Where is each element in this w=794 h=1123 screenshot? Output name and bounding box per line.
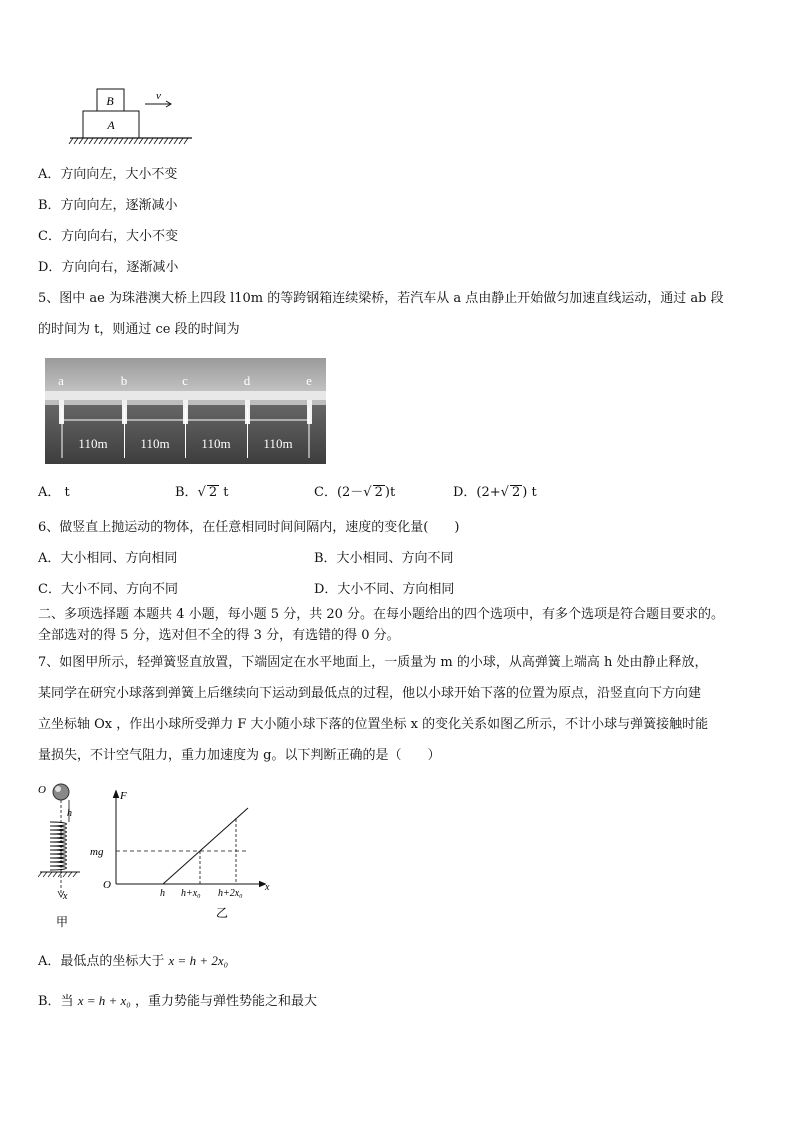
point-label-a: a: [58, 373, 64, 388]
ground-hatch-jia: [38, 872, 77, 877]
q7-option-b-prefix: B．当: [38, 994, 74, 1009]
f-axis-label: F: [120, 790, 127, 802]
hatch-mark: [169, 138, 173, 144]
block-b-label: B: [106, 94, 114, 108]
hatch-mark: [89, 138, 93, 144]
hatch-mark: [129, 138, 133, 144]
hatch-mark: [119, 138, 123, 144]
hatch-mark: [134, 138, 138, 144]
q4-option-c[interactable]: C．方向向右，大小不变: [38, 229, 178, 244]
point-label-e: e: [306, 373, 312, 388]
ball: [53, 784, 69, 800]
velocity-label: v: [156, 90, 161, 102]
q5-option-b-radicand: 2: [208, 485, 218, 500]
span-label-de: 110m: [263, 436, 293, 451]
hatch-mark: [124, 138, 128, 144]
block-figure: [70, 88, 210, 148]
q7-option-b-math: x = h + x₀: [77, 993, 131, 1008]
x-axis-label-yi: x: [265, 882, 270, 893]
caption-jia: 甲: [56, 915, 69, 929]
block-a-label: A: [107, 118, 115, 132]
hatch-mark: [79, 138, 83, 144]
q5-option-c-prefix: C．(2－: [314, 485, 364, 500]
f-axis-arrowhead: [113, 790, 119, 798]
origin-label-yi: O: [103, 879, 111, 891]
q7-option-a-math: x = h + 2x₀: [168, 953, 229, 968]
q5-option-d-prefix: D．(2+: [453, 485, 501, 500]
hatch-mark: [139, 138, 143, 144]
q7-option-a-prefix: A．最低点的坐标大于: [38, 954, 165, 969]
spring: [50, 822, 67, 870]
ball-highlight: [55, 786, 61, 792]
hatch-mark: [84, 138, 88, 144]
point-label-d: d: [243, 373, 251, 388]
q5-option-c-suffix: )t: [384, 485, 396, 500]
hatch-mark: [99, 138, 103, 144]
origin-label-jia: O: [38, 784, 46, 796]
q5-option-d-suffix: ) t: [522, 485, 537, 500]
h-label-jia: h: [67, 808, 72, 819]
q4-option-b[interactable]: B．方向向左，逐渐减小: [38, 198, 178, 213]
section2-line2: 全部选对的得 5 分，选对但不全的得 3 分，有选错的得 0 分。: [38, 628, 400, 643]
q6-option-a[interactable]: A．大小相同、方向相同: [38, 551, 178, 566]
h-x0-tick-label: h+x₀: [181, 888, 201, 899]
h-2x0-tick-label: h+2x₀: [218, 888, 243, 899]
hatch-mark: [184, 138, 188, 144]
point-label-c: c: [182, 373, 188, 388]
sqrt-icon: √: [363, 485, 372, 500]
q6-stem: 6、做竖直上抛运动的物体，在任意相同时间间隔内，速度的变化量( ): [38, 520, 460, 535]
point-label-b: b: [120, 373, 128, 388]
q5-stem-line2: 的时间为 t，则通过 ce 段的时间为: [38, 322, 240, 337]
hatch-mark: [74, 138, 78, 144]
span-label-ab: 110m: [78, 436, 108, 451]
caption-yi: 乙: [216, 906, 229, 920]
span-label-bc: 110m: [140, 436, 170, 451]
q5-option-b-suffix: t: [223, 485, 229, 500]
x-label-jia: x: [63, 891, 68, 902]
q7-stem-line3: 立坐标轴 Ox ，作出小球所受弹力 F 大小随小球下落的位置坐标 x 的变化关系如图乙所示，不计小球与弹簧接触时能: [38, 717, 709, 732]
q7-stem-line2: 某同学在研究小球落到弹簧上后继续向下运动到最低点的过程，他以小球开始下落的位置为原点，沿竖直向下方向建: [38, 686, 702, 701]
q5-stem-line1: 5、图中 ae 为珠港澳大桥上四段 l10m 的等跨钢箱连续梁桥，若汽车从 a 点由静止开始做匀加速直线运动，通过 ab 段: [38, 291, 724, 306]
q6-option-b[interactable]: B．大小相同、方向不同: [314, 551, 454, 566]
section2-line1: 二、多项选择题 本题共 4 小题，每小题 5 分，共 20 分。在每小题给出的四个选项中，有多个选项是符合题目要求的。: [38, 607, 725, 622]
hatch-mark: [144, 138, 148, 144]
force-line: [163, 808, 248, 884]
bridge-figure: [45, 358, 326, 464]
hatch-mark: [179, 138, 183, 144]
hatch-mark: [164, 138, 168, 144]
hatch-mark: [114, 138, 118, 144]
bridge-deck: [45, 391, 326, 400]
figure-yi: [88, 784, 278, 924]
q5-option-d-radicand: 2: [511, 485, 521, 500]
hatch-mark: [149, 138, 153, 144]
q4-option-d[interactable]: D．方向向右，逐渐减小: [38, 260, 179, 275]
mg-label: mg: [90, 846, 104, 858]
hatch-mark: [109, 138, 113, 144]
figure-jia: [36, 780, 96, 930]
sqrt-icon: √: [197, 485, 206, 500]
q5-option-d[interactable]: [453, 484, 537, 502]
hatch-mark: [104, 138, 108, 144]
q5-option-b[interactable]: [175, 484, 229, 502]
q5-option-c[interactable]: [314, 484, 395, 502]
q7-option-b[interactable]: [38, 992, 317, 1011]
q7-option-b-suffix: ，重力势能与弹性势能之和最大: [134, 994, 317, 1009]
ground-hatch: [69, 138, 188, 144]
q7-stem-line1: 7、如图甲所示，轻弹簧竖直放置，下端固定在水平地面上，一质量为 m 的小球，从高弹簧上端高 h 处由静止释放，: [38, 655, 708, 670]
q7-option-a[interactable]: [38, 952, 228, 971]
q5-option-a[interactable]: [38, 484, 70, 502]
q6-option-c[interactable]: C．大小不同、方向不同: [38, 582, 178, 597]
q5-option-a-text: A． t: [38, 485, 70, 500]
h-tick-label: h: [160, 888, 165, 899]
hatch-mark: [154, 138, 158, 144]
span-label-cd: 110m: [201, 436, 231, 451]
hatch-mark: [159, 138, 163, 144]
q5-option-c-radicand: 2: [374, 485, 383, 500]
q7-stem-line4: 量损失，不计空气阻力，重力加速度为 g。以下判断正确的是（ ）: [38, 748, 441, 763]
q4-option-a[interactable]: A．方向向左，大小不变: [38, 167, 178, 182]
hatch-mark: [174, 138, 178, 144]
q6-option-d[interactable]: D．大小不同、方向相同: [314, 582, 455, 597]
hatch-mark: [69, 138, 73, 144]
sqrt-icon: √: [500, 485, 509, 500]
q5-option-b-prefix: B．: [175, 485, 198, 500]
hatch-mark: [94, 138, 98, 144]
